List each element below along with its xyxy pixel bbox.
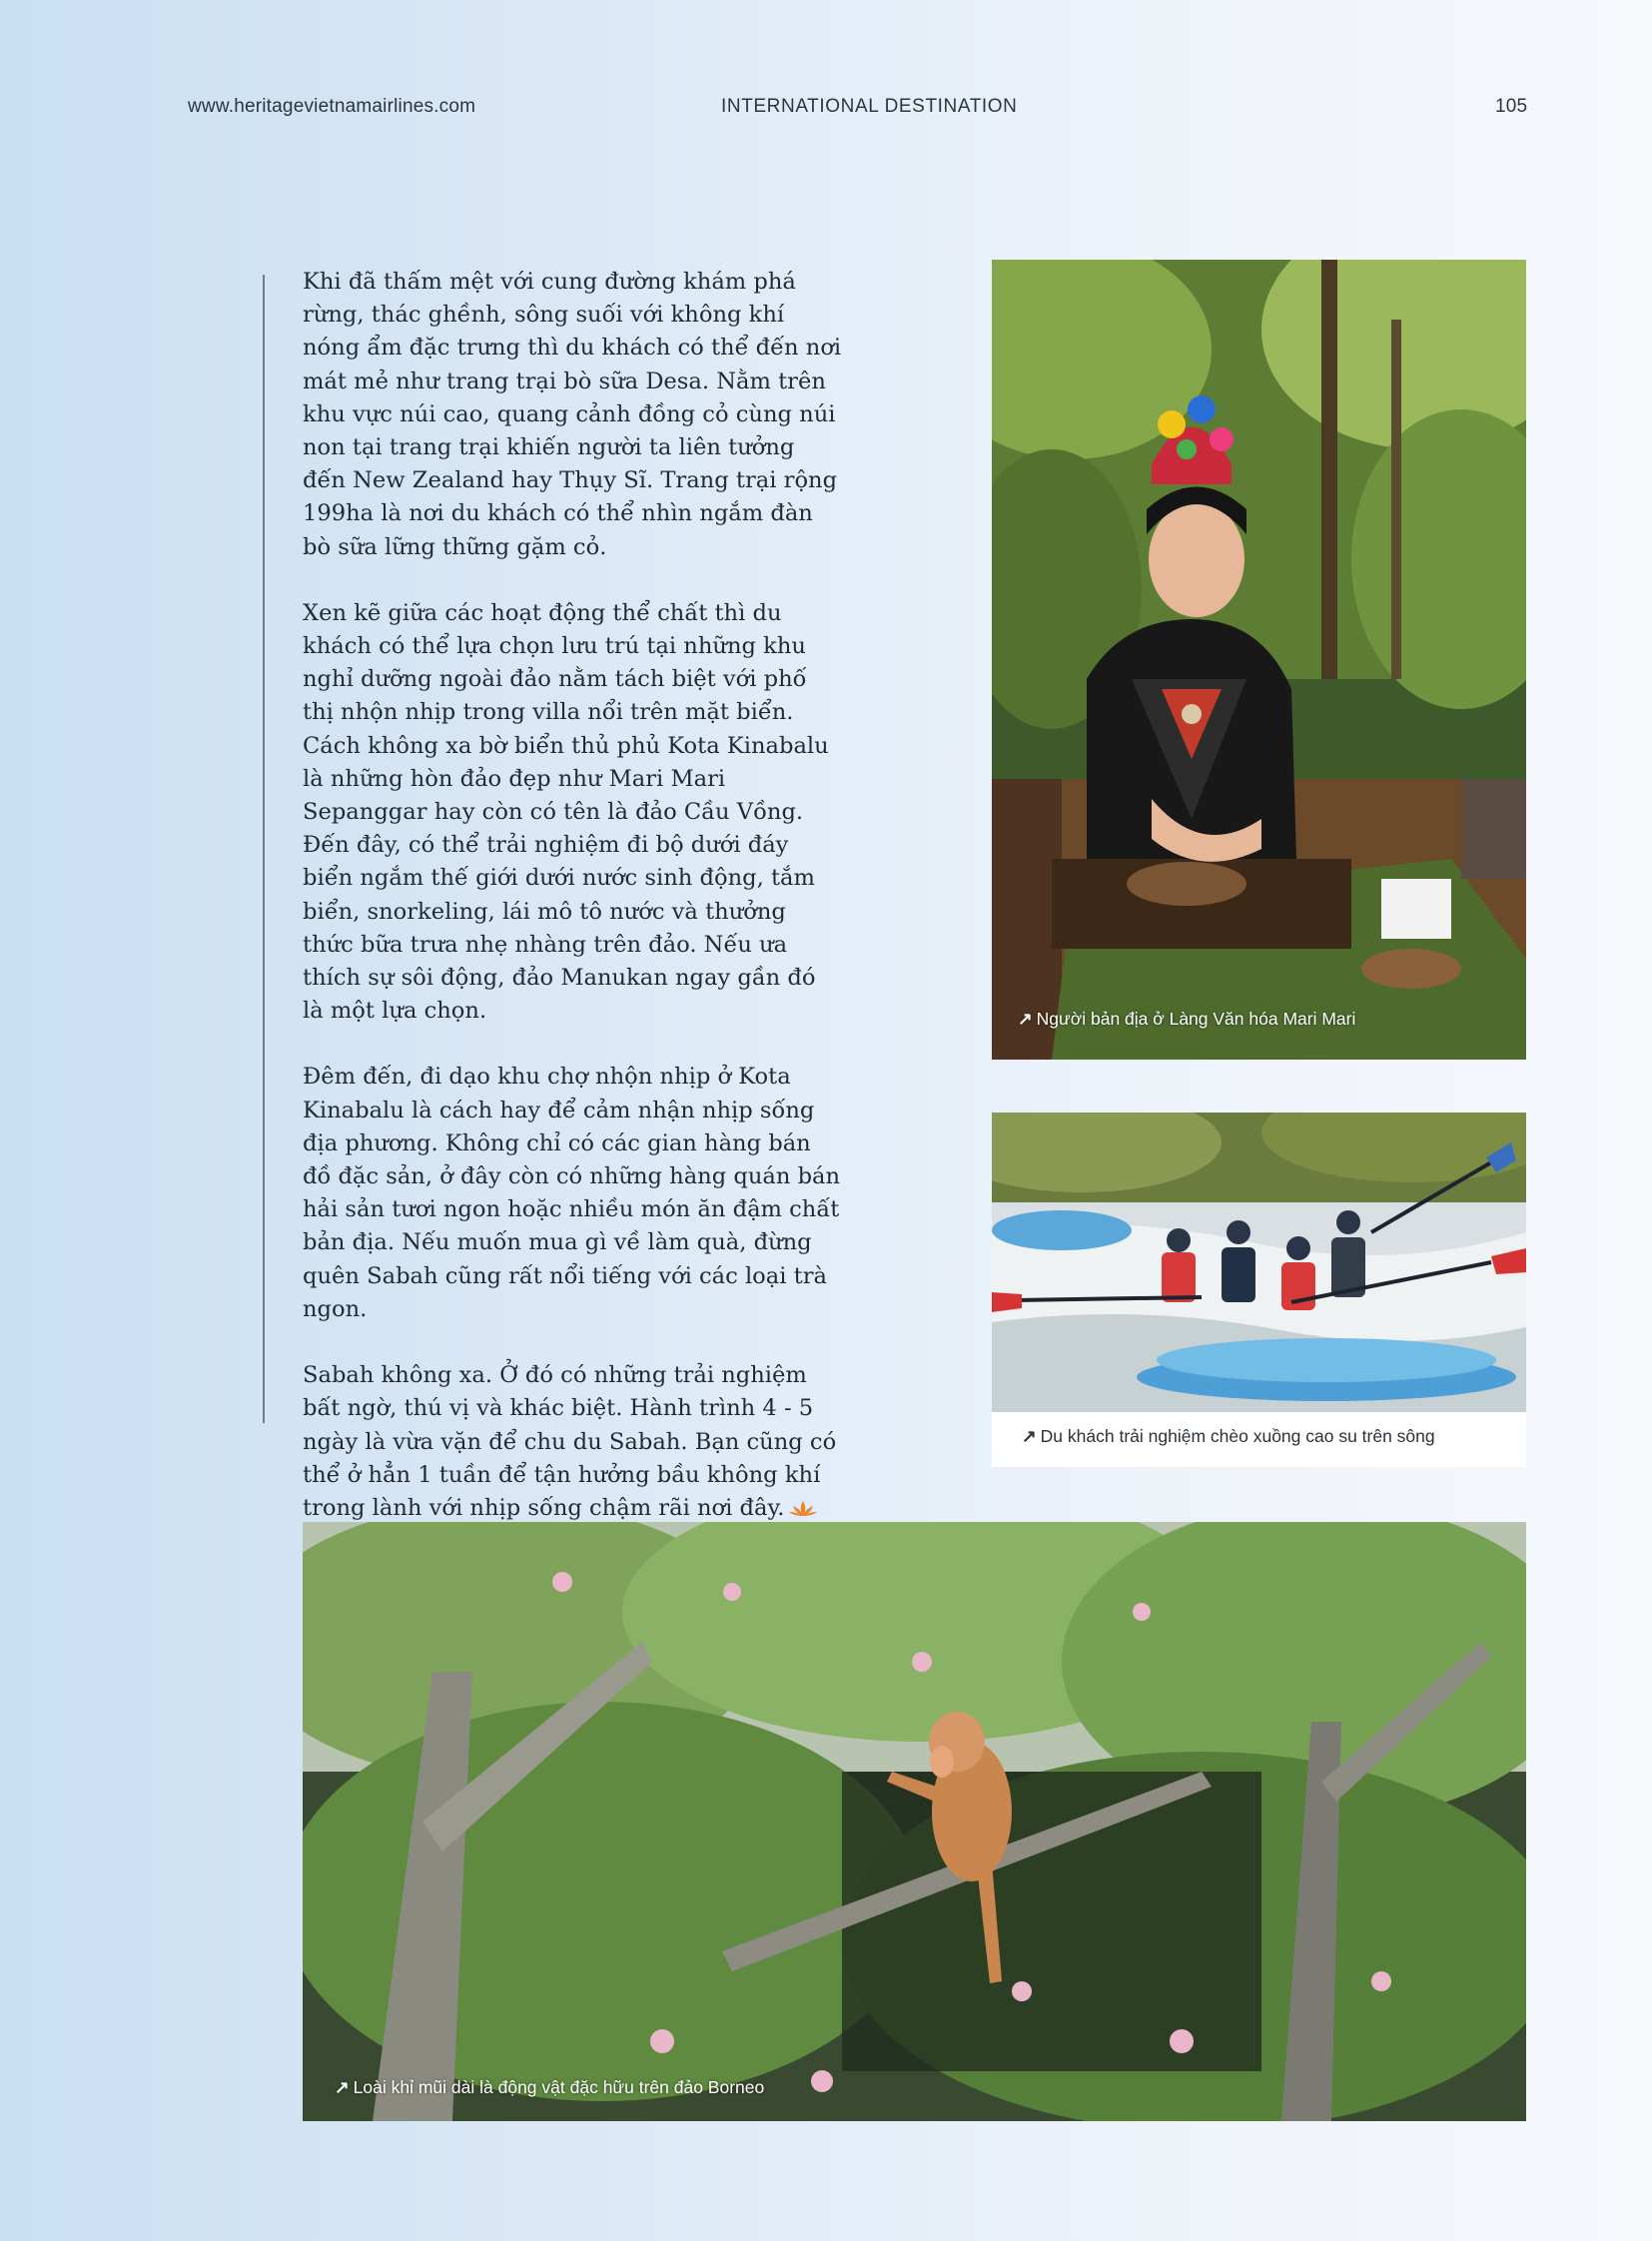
photo-caption-text: Loài khỉ mũi dài là động vật đặc hữu trên đảo Borneo [353,2077,765,2097]
article-body [303,266,842,1562]
article-paragraph: Khi đã thấm mệt với cung đường khám phá rừng, thác ghềnh, sông suối với không khí nóng ẩm đặc trưng thì du khách có thể đến nơi mát mẻ như trang trại bò sữa Desa. Nằm trên khu vực núi cao, quang cảnh đồng cỏ cùng núi non tại trang trại khiến người ta liên tưởng đến New Zealand hay Thụy Sĩ. Trang trại rộng 199ha là nơi du khách có thể nhìn ngắm đàn bò sữa lững thững gặm cỏ. [303,269,842,560]
photo-caption-text: Người bản địa ở Làng Văn hóa Mari Mari [1036,1009,1356,1029]
page-number: 105 [1495,96,1528,117]
photo-caption [1018,1009,1355,1030]
article-paragraph-text: Sabah không xa. Ở đó có những trải nghiệm bất ngờ, thú vị và khác biệt. Hành trình 4 - 5 ngày là vừa vặn để chu du Sabah. Bạn cũng có thể ở hẳn 1 tuần để tận hưởng bầu không khí trong lành với nhịp sống chậm rãi nơi đây. [303,1362,837,1521]
caption-arrow-icon: ↗ [1022,1426,1037,1446]
header-section: INTERNATIONAL DESTINATION [721,96,1018,117]
photo-local-woman [992,260,1526,1060]
photo-proboscis-monkey [303,1522,1526,2121]
photo-river-rafting-image [992,1113,1526,1467]
photo-caption [1022,1426,1435,1447]
caption-arrow-icon: ↗ [1018,1009,1033,1029]
photo-river-rafting [992,1113,1526,1467]
caption-arrow-icon: ↗ [335,2077,350,2097]
header-website[interactable]: www.heritagevietnamairlines.com [188,96,476,117]
article-paragraph: Đêm đến, đi dạo khu chợ nhộn nhịp ở Kota Kinabalu là cách hay để cảm nhận nhịp sống địa phương. Không chỉ có các gian hàng bán đồ đặc sản, ở đây còn có những hàng quán bán hải sản tươi ngon hoặc nhiều món ăn đậm chất bản địa. Nếu muốn mua gì về làm quà, đừng quên Sabah cũng rất nổi tiếng với các loại trà ngon. [303,1064,841,1322]
photo-local-woman-image [992,260,1526,1060]
article-paragraph: Xen kẽ giữa các hoạt động thể chất thì du khách có thể lựa chọn lưu trú tại những khu nghỉ dưỡng ngoài đảo nằm tách biệt với phố thị nhộn nhịp trong villa nổi trên mặt biển. Cách không xa bờ biển thủ phủ Kota Kinabalu là những hòn đảo đẹp như Mari Mari Sepanggar hay còn có tên là đảo Cầu Vồng. Đến đây, có thể trải nghiệm đi bộ dưới đáy biển ngắm thế giới dưới nước sinh động, tắm biển, snorkeling, lái mô tô nước và thưởng thức bữa trưa nhẹ nhàng trên đảo. Nếu ưa thích sự sôi động, đảo Manukan ngay gần đó là một lựa chọn. [303,599,829,1025]
article-paragraph-last [303,1359,842,1529]
photo-caption [335,2077,764,2098]
article-side-rule [263,275,265,1423]
photo-proboscis-monkey-image [303,1522,1526,2121]
photo-caption-text: Du khách trải nghiệm chèo xuồng cao su trên sông [1040,1426,1435,1446]
